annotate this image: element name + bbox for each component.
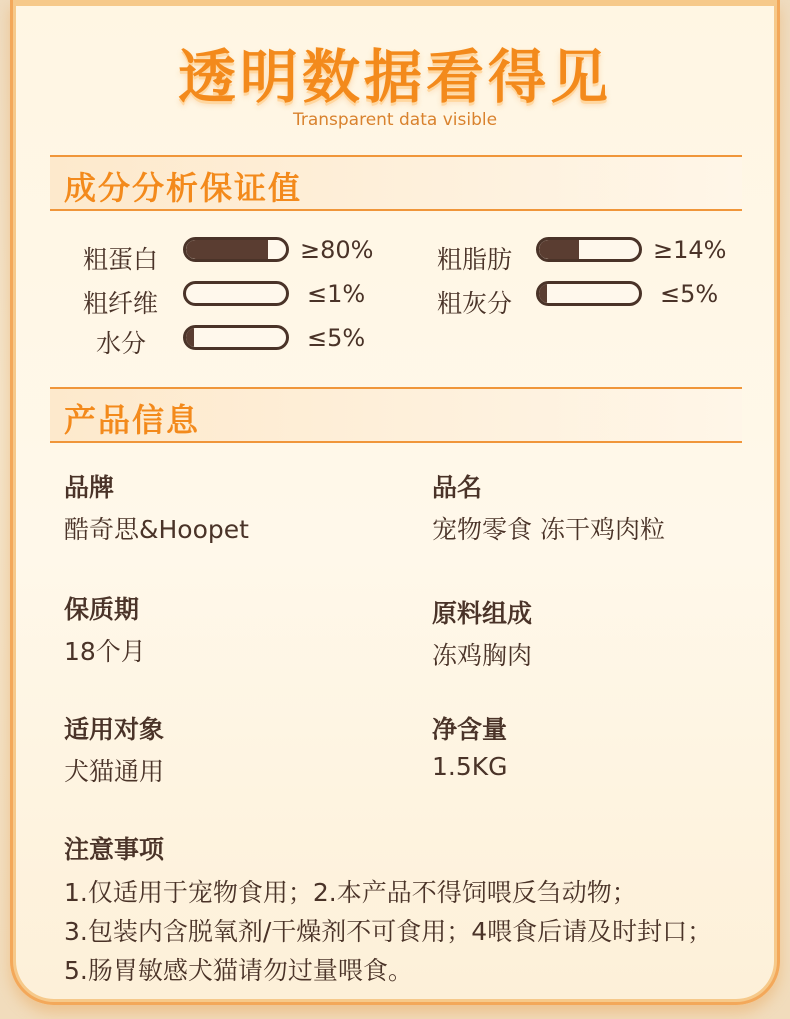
nutrient-bar xyxy=(183,325,289,350)
product-section-title: 产品信息 xyxy=(64,401,201,439)
field-key-brand: 品牌 xyxy=(64,473,115,502)
field-value-brand: 酷奇思&Hoopet xyxy=(64,515,249,544)
nutrition-section-title: 成分分析保证值 xyxy=(64,169,303,207)
product-section-header xyxy=(50,387,742,443)
nutrient-value: ≤5% xyxy=(307,324,366,352)
page-title: 透明数据看得见 xyxy=(177,43,612,111)
nutrient-label: 粗蛋白 xyxy=(82,245,158,274)
note-line: 1.仅适用于宠物食用；2.本产品不得饲喂反刍动物； xyxy=(64,878,637,907)
field-value-product-name: 宠物零食 冻干鸡肉粒 xyxy=(432,515,665,544)
field-value-net-weight: 1.5KG xyxy=(432,752,508,781)
nutrient-bar-fill xyxy=(186,240,268,259)
nutrient-bar-fill xyxy=(539,240,579,259)
nutrient-bar-fill xyxy=(539,284,547,303)
nutrient-bar xyxy=(183,281,289,306)
note-line: 5.肠胃敏感犬猫请勿过量喂食。 xyxy=(64,956,413,985)
page-subtitle: Transparent data visible xyxy=(292,110,498,130)
field-key-shelf-life: 保质期 xyxy=(64,595,140,624)
field-key-product-name: 品名 xyxy=(432,473,483,502)
nutrient-value: ≥14% xyxy=(653,236,727,264)
nutrient-bar xyxy=(536,237,642,262)
field-key-target: 适用对象 xyxy=(64,715,165,744)
note-line: 3.包装内含脱氧剂/干燥剂不可食用；4喂食后请及时封口； xyxy=(64,917,713,946)
nutrient-bar xyxy=(536,281,642,306)
field-value-ingredients: 冻鸡胸肉 xyxy=(432,641,533,670)
nutrient-bar-fill xyxy=(186,328,194,347)
nutrient-label: 粗脂肪 xyxy=(436,245,512,274)
nutrition-section-header xyxy=(50,155,742,211)
field-value-target: 犬猫通用 xyxy=(64,757,165,786)
nutrient-label: 水分 xyxy=(95,329,146,358)
nutrient-label: 粗纤维 xyxy=(82,289,158,318)
nutrient-label: 粗灰分 xyxy=(436,289,512,318)
field-key-ingredients: 原料组成 xyxy=(432,599,533,628)
nutrient-value: ≤1% xyxy=(307,280,366,308)
nutrient-value: ≤5% xyxy=(660,280,719,308)
field-value-shelf-life: 18个月 xyxy=(64,637,146,666)
nutrient-value: ≥80% xyxy=(300,236,374,264)
nutrient-bar xyxy=(183,237,289,262)
notes-title: 注意事项 xyxy=(64,835,165,864)
field-key-net-weight: 净含量 xyxy=(432,715,508,744)
